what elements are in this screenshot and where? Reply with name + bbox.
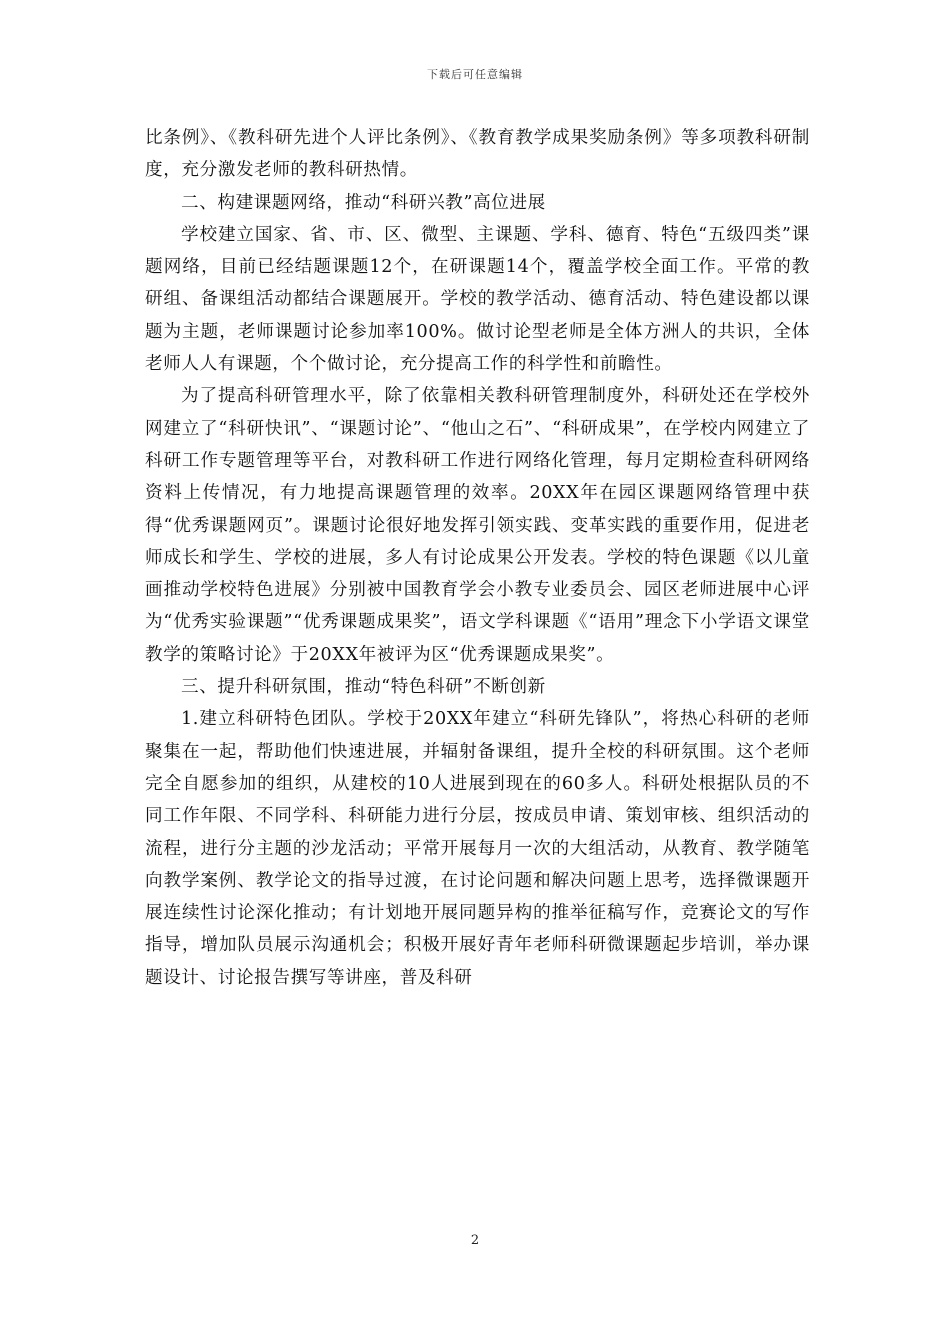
section-heading-2: 二、构建课题网络，推动“科研兴教”高位进展: [181, 192, 546, 213]
paragraph-3: 为了提高科研管理水平，除了依靠相关教科研管理制度外，科研处还在学校外网建立了“科研快讯”、“课题讨论”、“他山之石”、“科研成果”，在学校内网建立了科研工作专题管理等平台，对教科研工作进行网络化管理，每月定期检查科研网络资料上传情况，有力地提高课题管理的效率。20XX年在园区课题网络管理中获得“优秀课题网页”。课题讨论很好地发挥引领实践、变革实践的重要作用，促进老师成长和学生、学校的进展，多人有讨论成果公开发表。学校的特色课题《以儿童画推动学校特色进展》分别被中国教育学会小教专业委员会、园区老师进展中心评为“优秀实验课题”“优秀课题成果奖”，语文学科课题《“语用”理念下小学语文课堂教学的策略讨论》于20XX年被评为区“优秀课题成果奖”。: [145, 386, 810, 665]
paragraph-4: 1.建立科研特色团队。学校于20XX年建立“科研先锋队”，将热心科研的老师聚集在一起，帮助他们快速进展，并辐射备课组，提升全校的科研氛围。这个老师完全自愿参加的组织，从建校的10人进展到现在的60多人。科研处根据队员的不同工作年限、不同学科、科研能力进行分层，按成员申请、策划审核、组织活动的流程，进行分主题的沙龙活动；平常开展每月一次的大组活动，从教育、教学随笔向教学案例、教学论文的指导过渡，在讨论问题和解决问题上思考，选择微课题开展连续性讨论深化推动；有计划地开展同题异构的推举征稿写作，竞赛论文的写作指导，增加队员展示沟通机会；积极开展好青年老师科研微课题起步培训，举办课题设计、讨论报告撰写等讲座，普及科研: [145, 709, 810, 988]
paragraph-2: 学校建立国家、省、市、区、微型、主课题、学科、德育、特色“五级四类”课题网络，目前已经结题课题12个，在研课题14个，覆盖学校全面工作。平常的教研组、备课组活动都结合课题展开。学校的教学活动、德育活动、特色建设都以课题为主题，老师课题讨论参加率100%。做讨论型老师是全体方洲人的共识，全体老师人人有课题，个个做讨论，充分提高工作的科学性和前瞻性。: [145, 224, 810, 375]
document-body: [145, 122, 810, 994]
page-number: 2: [470, 1233, 480, 1248]
page-header: 下载后可任意编辑: [427, 68, 523, 81]
paragraph-1: 比条例》、《教科研先进个人评比条例》、《教育教学成果奖励条例》等多项教科研制度，充分激发老师的教科研热情。: [145, 128, 810, 181]
section-heading-3: 三、提升科研氛围，推动“特色科研”不断创新: [181, 677, 546, 698]
